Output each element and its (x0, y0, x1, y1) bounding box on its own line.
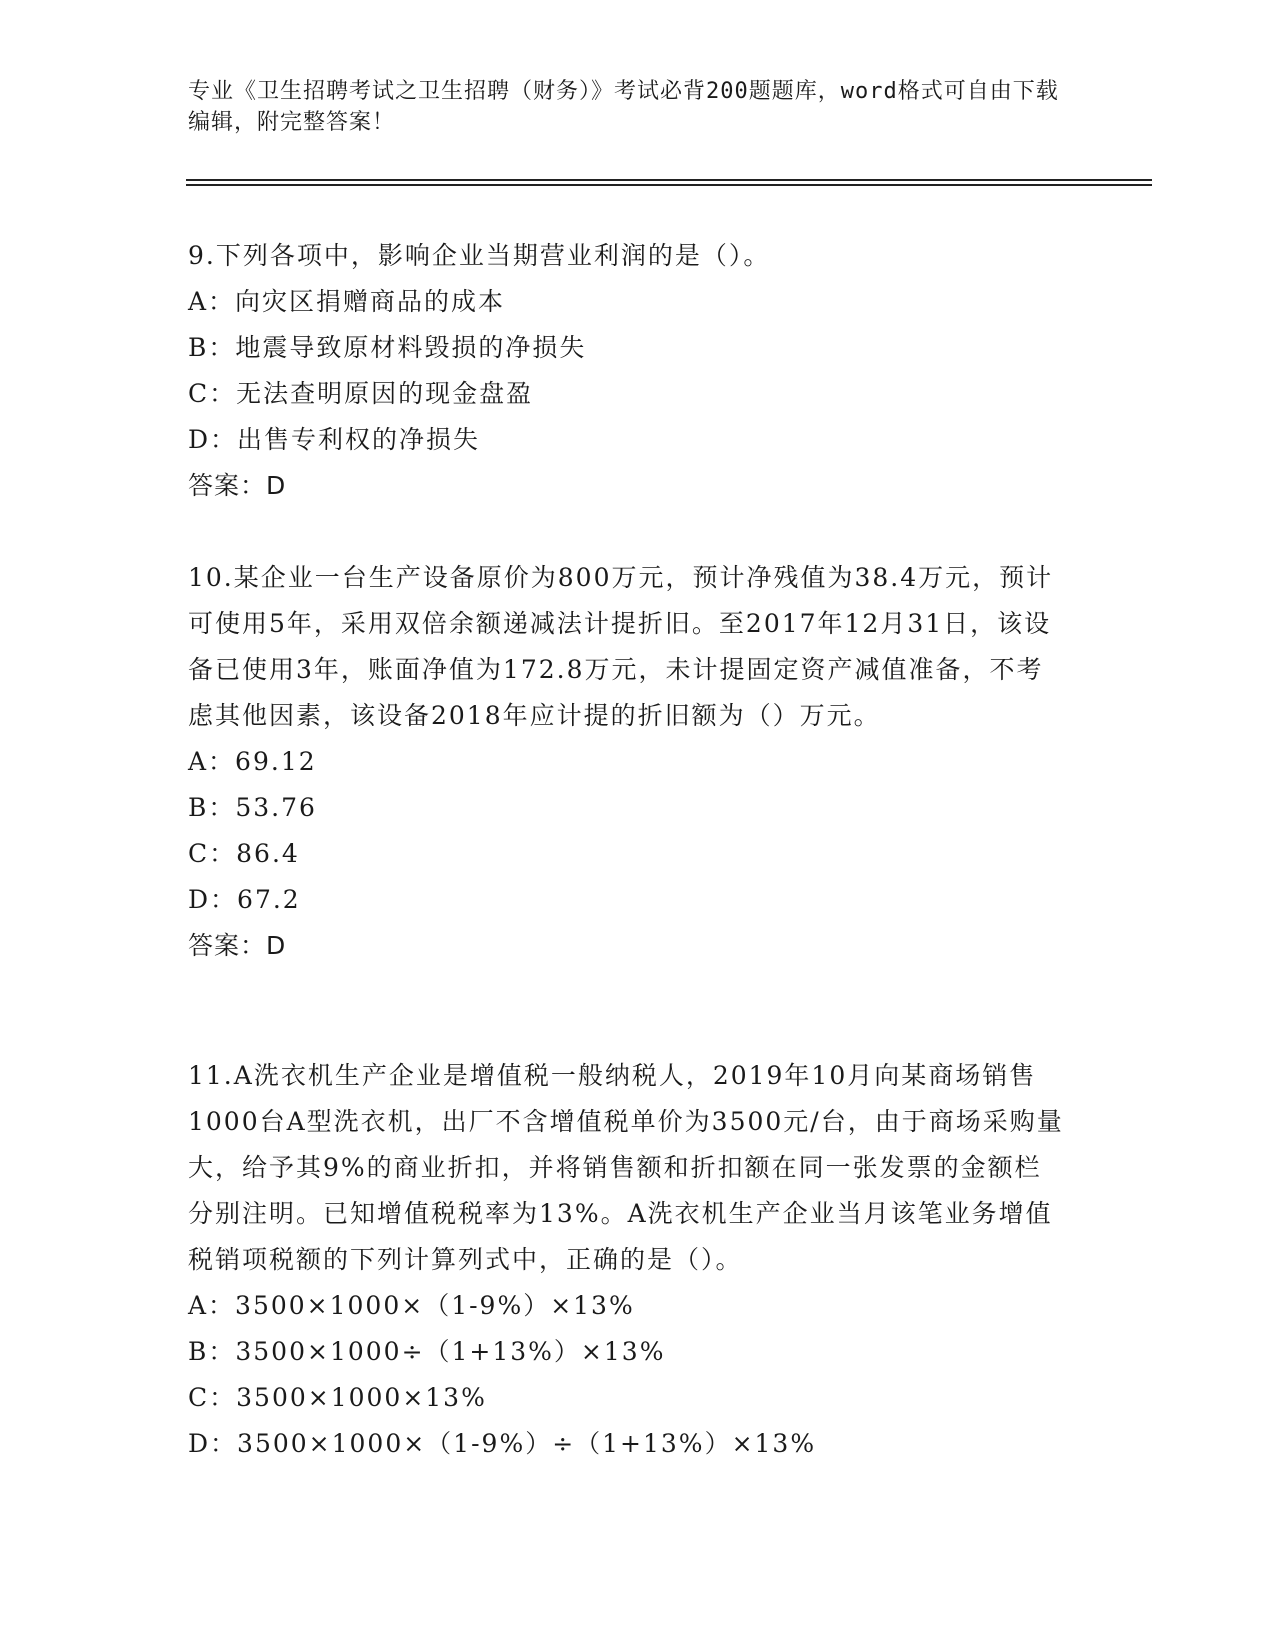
question-9 (188, 233, 1068, 509)
answer-line: 答案：D (188, 471, 287, 500)
option-d: D：出售专利权的净损失 (188, 425, 481, 454)
answer-line: 答案：D (188, 931, 287, 960)
option-a: A：69.12 (188, 747, 317, 776)
option-c: C：无法查明原因的现金盘盈 (188, 379, 534, 408)
option-a: A：3500×1000×（1-9%）×13% (188, 1291, 635, 1320)
option-b: B：地震导致原材料毁损的净损失 (188, 333, 587, 362)
option-b: B：3500×1000÷（1+13%）×13% (188, 1337, 666, 1366)
question-11 (188, 1053, 1068, 1467)
question-10 (188, 555, 1068, 969)
header-divider-line (186, 179, 1152, 181)
question-stem: 10.某企业一台生产设备原价为800万元，预计净残值为38.4万元，预计可使用5年，采用双倍余额递减法计提折旧。至2017年12月31日，该设备已使用3年，账面净值为172.8万元，未计提固定资产减值准备，不考虑其他因素，该设备2018年应计提的折旧额为（）万元。 (188, 563, 1054, 730)
option-d: D：3500×1000×（1-9%）÷（1+13%）×13% (188, 1429, 817, 1458)
question-stem: 11.A洗衣机生产企业是增值税一般纳税人，2019年10月向某商场销售1000台A型洗衣机，出厂不含增值税单价为3500元/台，由于商场采购量大，给予其9%的商业折扣，并将销售额和折扣额在同一张发票的金额栏分别注明。已知增值税税率为13%。A洗衣机生产企业当月该笔业务增值税销项税额的下列计算列式中，正确的是（）。 (188, 1061, 1064, 1274)
option-c: C：3500×1000×13% (188, 1383, 487, 1412)
document-header: 专业《卫生招聘考试之卫生招聘（财务）》考试必背200题题库，word格式可自由下载编辑，附完整答案！ (188, 79, 1059, 135)
option-b: B：53.76 (188, 793, 317, 822)
option-c: C：86.4 (188, 839, 300, 868)
question-stem: 9.下列各项中，影响企业当期营业利润的是（）。 (188, 241, 771, 270)
option-a: A：向灾区捐赠商品的成本 (188, 287, 506, 316)
header-divider-line-second (186, 184, 1152, 186)
option-d: D：67.2 (188, 885, 301, 914)
